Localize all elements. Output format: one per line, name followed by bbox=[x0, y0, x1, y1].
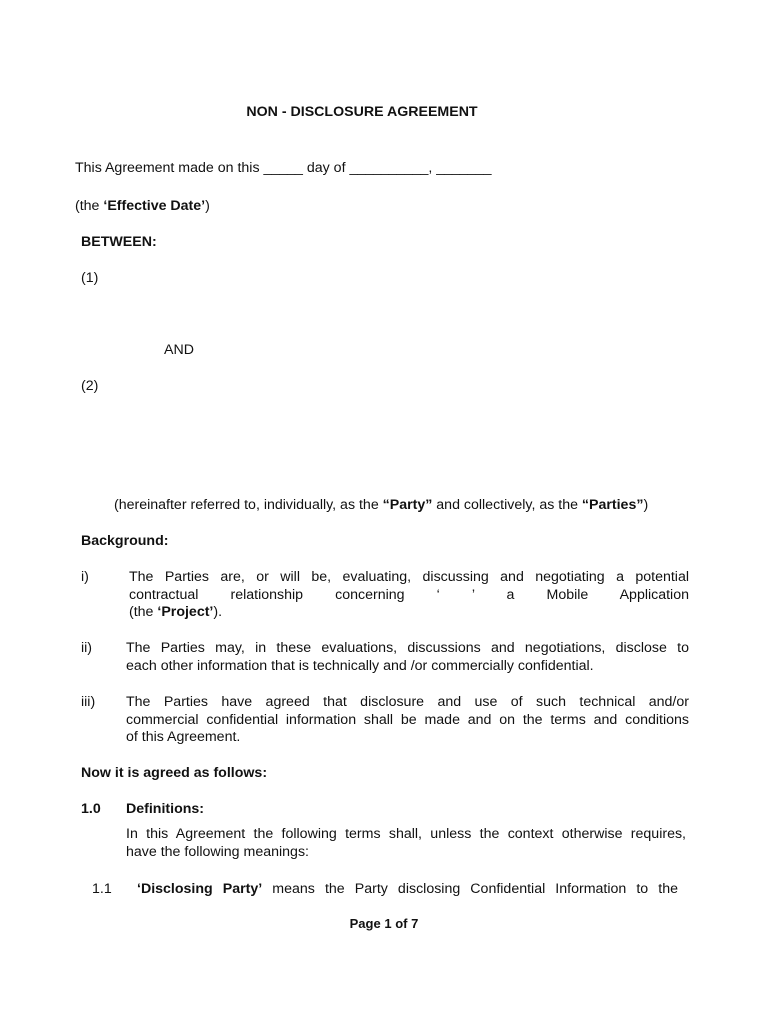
background-item-1-line-1: The Parties are, or will be, evaluating, discussing and negotiating a potential bbox=[129, 569, 689, 585]
effective-date-line: (the ‘Effective Date’) bbox=[75, 198, 210, 214]
background-item-3-line-2: commercial confidential information shall be made and on the terms and conditions bbox=[126, 711, 689, 728]
clause-1-1-number: 1.1 bbox=[92, 881, 112, 897]
background-item-2-text bbox=[126, 640, 689, 675]
between-heading: BETWEEN: bbox=[81, 234, 157, 250]
background-heading: Background: bbox=[81, 533, 169, 549]
hereinafter-line: (hereinafter referred to, individually, as the “Party” and collectively, as the “Parties”) bbox=[114, 497, 649, 513]
party-1-number: (1) bbox=[81, 270, 99, 286]
section-1-heading: Definitions: bbox=[126, 801, 205, 817]
background-item-1-number: i) bbox=[81, 569, 89, 585]
project-term: ‘Project’ bbox=[157, 604, 214, 620]
background-item-3-line-1: The Parties have agreed that disclosure and use of such technical and/or bbox=[126, 694, 689, 710]
clause-1-1-text bbox=[137, 881, 678, 899]
document-title: NON - DISCLOSURE AGREEMENT bbox=[246, 104, 478, 120]
definitions-intro-line-2: have the following meanings: bbox=[126, 843, 309, 860]
agreed-heading: Now it is agreed as follows: bbox=[81, 765, 268, 781]
definitions-intro-line-1: In this Agreement the following terms shall, unless the context otherwise requires, bbox=[126, 826, 686, 842]
agreement-date-line: This Agreement made on this _____ day of __________, _______ bbox=[75, 160, 492, 176]
definitions-intro bbox=[126, 826, 686, 861]
and-label: AND bbox=[164, 342, 194, 358]
clause-1-1-line-1: ‘Disclosing Party’ means the Party disclosing Confidential Information to the bbox=[137, 881, 678, 897]
background-item-2-line-2: each other information that is technically and /or commercially confidential. bbox=[126, 657, 594, 674]
effective-date-term: ‘Effective Date’ bbox=[103, 198, 206, 214]
background-item-3-number: iii) bbox=[81, 694, 96, 710]
background-item-2-line-1: The Parties may, in these evaluations, discussions and negotiations, disclose to bbox=[126, 640, 689, 656]
section-1-number: 1.0 bbox=[81, 801, 101, 817]
background-item-1-text bbox=[129, 569, 689, 622]
background-item-3-line-3: of this Agreement. bbox=[126, 729, 241, 745]
party-term: “Party” bbox=[382, 497, 433, 513]
background-item-3-text bbox=[126, 694, 689, 747]
background-item-1-line-3: (the ‘Project’). bbox=[129, 604, 223, 620]
background-item-1-line-2: contractual relationship concerning ‘ ’ a Mobile Application bbox=[129, 586, 689, 603]
background-item-2-number: ii) bbox=[81, 640, 93, 656]
disclosing-party-term: ‘Disclosing Party’ bbox=[137, 881, 263, 897]
party-2-number: (2) bbox=[81, 378, 99, 394]
parties-term: “Parties” bbox=[581, 497, 644, 513]
page-number-footer: Page 1 of 7 bbox=[349, 916, 419, 931]
